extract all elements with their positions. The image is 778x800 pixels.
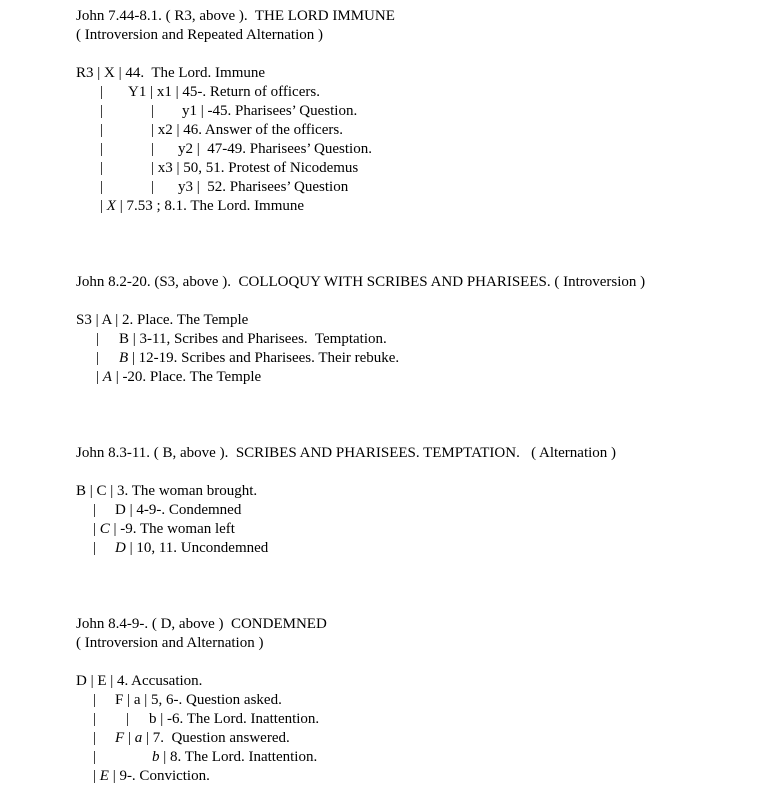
line-prefix: |: [96, 369, 103, 385]
structure-bar: |: [93, 730, 97, 746]
italic-label: B: [119, 350, 129, 366]
section-subheading: ( Introversion and Repeated Alternation ): [76, 27, 324, 43]
structure-line: R3 | X | 44. The Lord. Immune: [76, 65, 266, 81]
section-heading: John 8.4-9-. ( D, above ) CONDEMNED: [76, 616, 327, 632]
line-text: | -9. The woman left: [109, 521, 235, 537]
line-prefix: |: [100, 198, 107, 214]
section-heading: John 8.3-11. ( B, above ). SCRIBES AND PHARISEES. TEMPTATION. ( Alternation ): [76, 445, 617, 461]
structure-bar: |: [96, 350, 100, 366]
structure-bar: |: [93, 502, 97, 518]
italic-label: D: [115, 540, 126, 556]
structure-bar: |: [151, 103, 155, 119]
structure-bar: |: [100, 84, 104, 100]
structure-bar: |: [93, 749, 97, 765]
structure-bar: |: [96, 331, 100, 347]
line-prefix: |: [93, 521, 100, 537]
italic-label: X: [106, 198, 116, 214]
structure-bar: |: [93, 692, 97, 708]
structure-line: [93, 520, 235, 539]
italic-label: F: [115, 730, 125, 746]
structure-line: [119, 349, 399, 368]
italic-label: E: [99, 768, 109, 784]
italic-label: A: [102, 369, 112, 385]
structure-line: [93, 767, 210, 786]
structure-bar: |: [100, 160, 104, 176]
italic-label: a: [134, 730, 143, 746]
structure-line: D | 4-9-. Condemned: [115, 502, 242, 518]
section-heading: John 7.44-8.1. ( R3, above ). THE LORD IMMUNE: [76, 8, 395, 24]
structure-line: [96, 368, 261, 387]
structure-line: F | a | 5, 6-. Question asked.: [115, 692, 282, 708]
structure-bar: |: [151, 179, 155, 195]
line-text: |: [124, 730, 135, 746]
structure-line: y2 | 47-49. Pharisees’ Question.: [178, 141, 372, 157]
structure-line: y1 | -45. Pharisees’ Question.: [182, 103, 358, 119]
section-subheading: ( Introversion and Alternation ): [76, 635, 264, 651]
line-text: | 8. The Lord. Inattention.: [159, 749, 318, 765]
italic-label: C: [99, 521, 110, 537]
structure-line: B | C | 3. The woman brought.: [76, 483, 258, 499]
italic-label: b: [152, 749, 160, 765]
structure-line: y3 | 52. Pharisees’ Question: [178, 179, 349, 195]
structure-line: Y1 | x1 | 45-. Return of officers.: [128, 84, 320, 100]
line-text: | 9-. Conviction.: [108, 768, 210, 784]
structure-line: [115, 539, 268, 558]
structure-bar: |: [93, 540, 97, 556]
line-text: | 12-19. Scribes and Pharisees. Their rebuke.: [128, 350, 400, 366]
structure-line: B | 3-11, Scribes and Pharisees. Temptation.: [119, 331, 387, 347]
structure-bar: |: [100, 122, 104, 138]
line-text: | 10, 11. Uncondemned: [125, 540, 269, 556]
line-text: | 7. Question answered.: [142, 730, 290, 746]
structure-line: [115, 729, 290, 748]
structure-line: S3 | A | 2. Place. The Temple: [76, 312, 249, 328]
structure-line: [100, 197, 304, 216]
structure-bar: |: [126, 711, 130, 727]
structure-line: | x2 | 46. Answer of the officers.: [151, 122, 343, 138]
structure-bar: |: [93, 711, 97, 727]
structure-bar: |: [151, 141, 155, 157]
line-text: | -20. Place. The Temple: [111, 369, 262, 385]
structure-line: D | E | 4. Accusation.: [76, 673, 203, 689]
structure-line: b | -6. The Lord. Inattention.: [149, 711, 320, 727]
structure-line: [152, 748, 317, 767]
line-prefix: |: [93, 768, 100, 784]
section-heading: John 8.2-20. (S3, above ). COLLOQUY WITH SCRIBES AND PHARISEES. ( Introversion ): [76, 274, 646, 290]
structure-line: | x3 | 50, 51. Protest of Nicodemus: [151, 160, 359, 176]
structure-bar: |: [100, 179, 104, 195]
line-text: | 7.53 ; 8.1. The Lord. Immune: [115, 198, 305, 214]
structure-bar: |: [100, 141, 104, 157]
structure-bar: |: [100, 103, 104, 119]
